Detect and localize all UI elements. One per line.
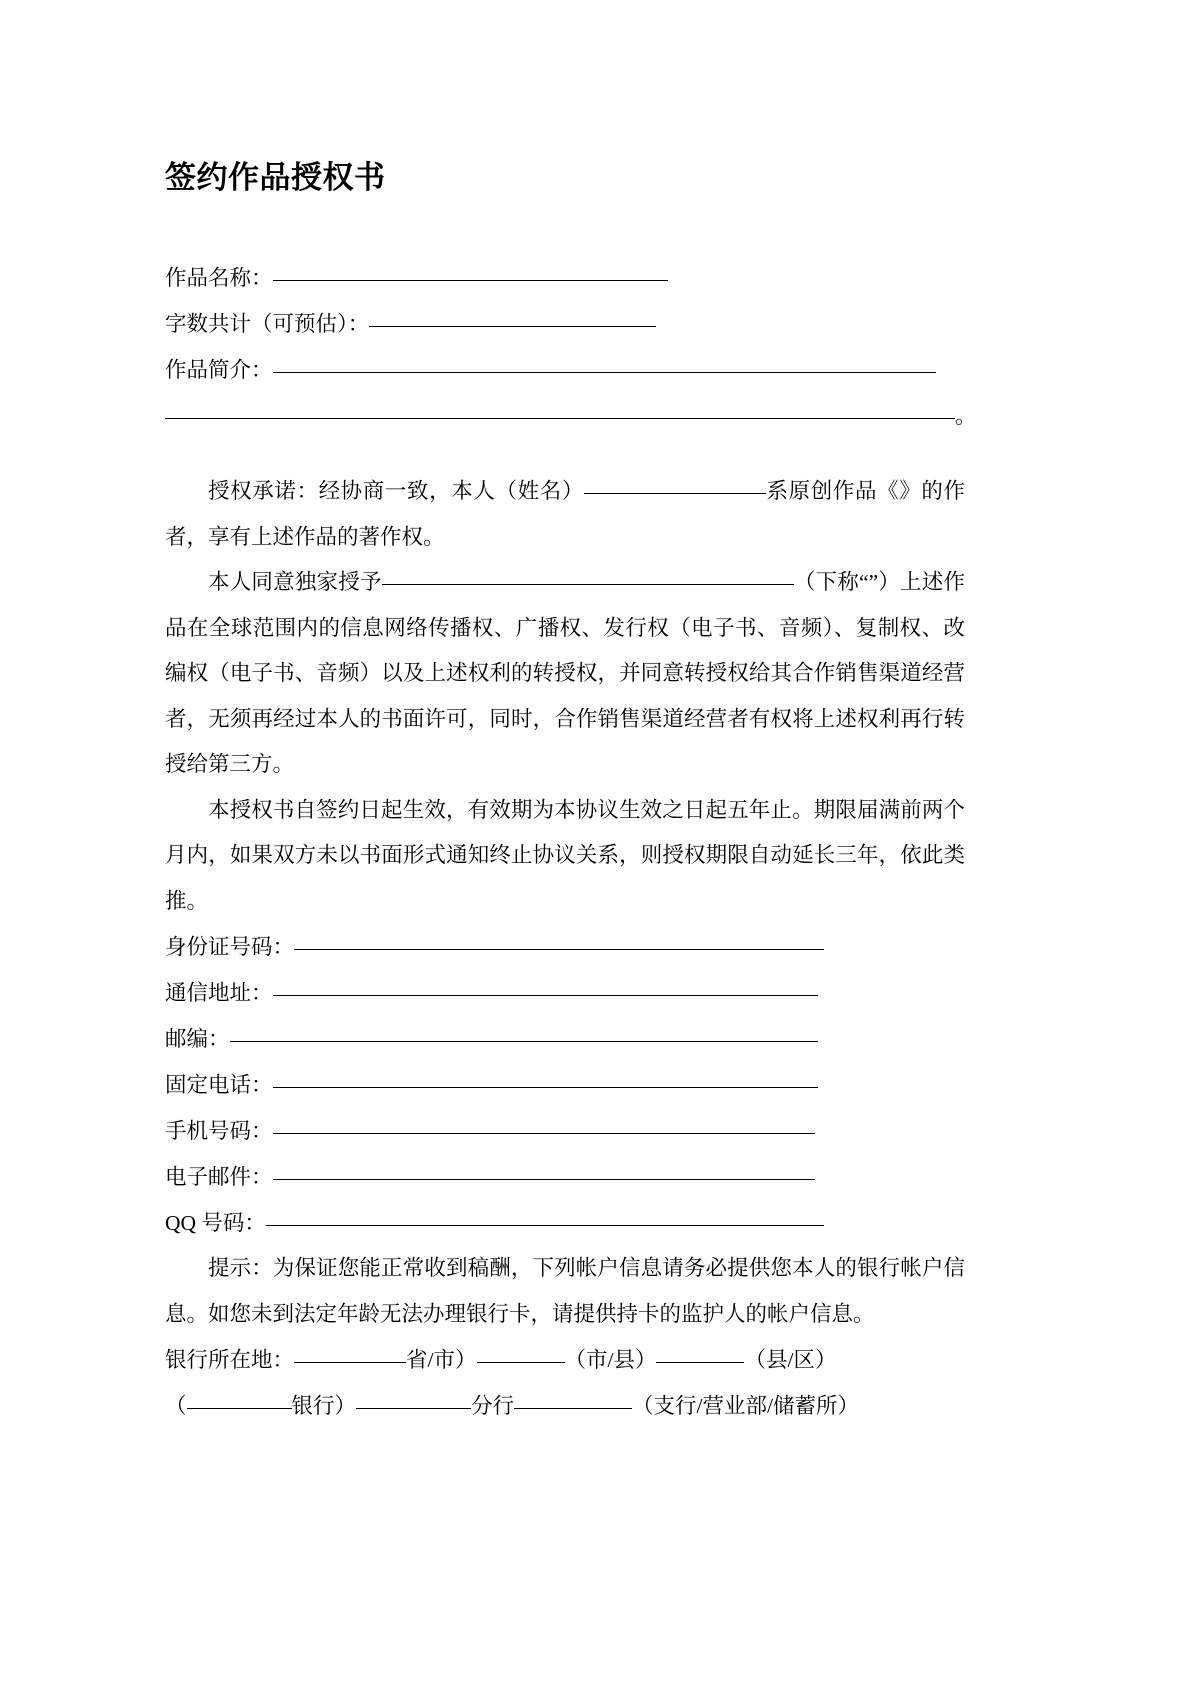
field-input-id-number[interactable] [294,949,824,950]
paragraph-authorization-promise [165,469,965,560]
bank-branch-text-bank: 银行） [291,1394,357,1419]
paragraph-term: 本授权书自签约日起生效，有效期为本协议生效之日起五年止。期限届满前两个月内，如果双方未以书面形式通知终止协议关系，则授权期限自动延长三年，依此类推。 [165,797,965,913]
brief-end-period: 。 [955,404,977,429]
bank-location-text-province: 省/市） [406,1348,477,1373]
grant-text-part1: 本人同意独家授予 [208,570,382,595]
field-row-id-number [165,924,965,970]
field-row-postal-code [165,1016,965,1062]
bank-location-text-city: （市/县） [564,1348,657,1373]
field-row-mailing-address [165,970,965,1016]
field-input-bank-name[interactable] [187,1408,292,1409]
field-input-landline[interactable] [273,1087,818,1088]
bank-location-label: 银行所在地： [165,1348,295,1373]
bank-branch-text-subbranch: （支行/营业部/储蓄所） [632,1394,859,1419]
field-row-qq [165,1200,965,1246]
field-input-grantee[interactable] [382,584,794,585]
field-row-email [165,1154,965,1200]
spacer-after-top-fields [165,439,965,469]
field-input-mailing-address[interactable] [273,995,818,996]
field-input-bank-city[interactable] [477,1362,565,1363]
field-input-qq[interactable] [266,1225,824,1226]
field-input-author-name[interactable] [584,493,766,494]
field-label-word-count: 字数共计（可预估）： [165,312,370,337]
bank-location-row-1 [165,1337,965,1383]
promise-text-part2: 系原创作品《 [765,479,900,504]
field-input-email[interactable] [273,1179,815,1180]
bank-branch-open-paren: （ [165,1394,187,1419]
field-row-landline [165,1062,965,1108]
field-input-work-name[interactable] [273,280,668,281]
field-input-bank-county[interactable] [656,1362,744,1363]
paragraph-bank-notice: 提示：为保证您能正常收到稿酬，下列帐户信息请务必提供您本人的银行帐户信息。如您未到法定年龄无法办理银行卡，请提供持卡的监护人的帐户信息。 [165,1256,965,1326]
field-label-landline: 固定电话： [165,1073,273,1098]
field-label-work-brief: 作品简介： [165,358,273,383]
field-input-word-count[interactable] [369,326,656,327]
paragraph-exclusive-grant [165,560,965,788]
field-input-postal-code[interactable] [230,1041,818,1042]
field-input-bank-branch[interactable] [356,1408,471,1409]
field-input-mobile[interactable] [273,1133,815,1134]
field-label-email: 电子邮件： [165,1165,273,1190]
field-row-word-count [165,301,965,347]
field-label-mobile: 手机号码： [165,1119,273,1144]
promise-text-part1: 授权承诺：经协商一致，本人（姓名） [208,479,584,504]
bank-location-text-county: （县/区） [744,1348,837,1373]
field-input-work-brief-line2[interactable] [165,418,955,419]
field-row-mobile [165,1108,965,1154]
field-label-mailing-address: 通信地址： [165,981,273,1006]
page-title: 签约作品授权书 [165,160,386,196]
field-label-work-name: 作品名称： [165,266,273,291]
field-input-bank-subbranch[interactable] [514,1408,632,1409]
promise-text-part3: 》的作者，享有上述作品的著作权。 [165,479,965,549]
field-row-work-brief [165,347,965,393]
field-input-bank-province[interactable] [294,1362,406,1363]
field-label-postal-code: 邮编： [165,1027,230,1052]
field-input-work-brief[interactable] [273,372,936,373]
field-label-id-number: 身份证号码： [165,935,295,960]
field-row-work-name [165,255,965,301]
grant-text-part2: （下称“”）上述作品在全球范围内的信息网络传播权、广播权、发行权（电子书、音频）、复制权、改编权（电子书、音频）以及上述权利的转授权，并同意转授权给其合作销售渠道经营者，无须再经过本人的书面许可，同时，合作销售渠道经营者有权将上述权利再行转授给第三方。 [165,570,965,777]
bank-location-row-2 [165,1383,965,1429]
field-label-qq: QQ 号码： [165,1211,266,1236]
bank-branch-text-branch: 分行 [471,1394,515,1419]
field-row-work-brief-continued [165,393,977,439]
